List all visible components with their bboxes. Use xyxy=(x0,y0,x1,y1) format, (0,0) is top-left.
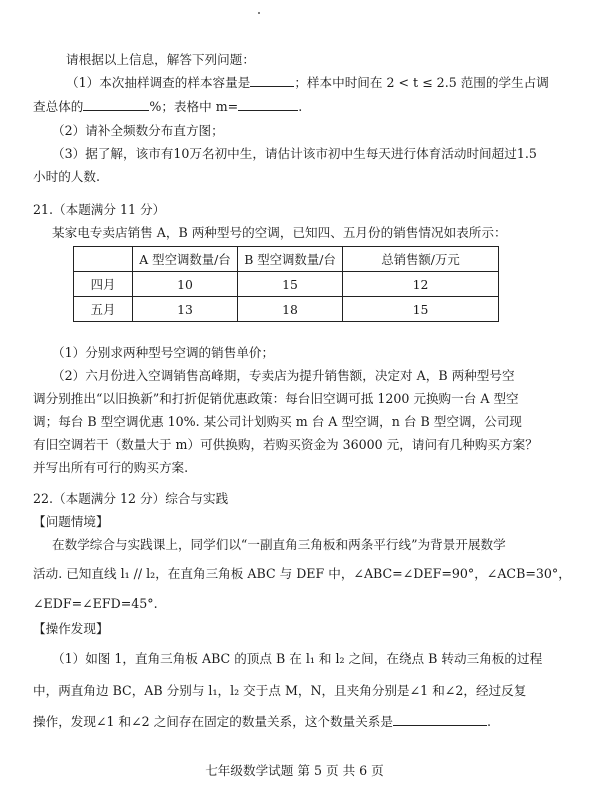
q22-op-line2: 中，两直角边 BC，AB 分别与 l₁，l₂ 交于点 M，N，且夹角分别是∠1 和∠2，经过反复 xyxy=(33,683,527,698)
q22-op-line1: （1）如图 1，直角三角板 ABC 的顶点 B 在 l₁ 和 l₂ 之间，在绕点 B 转动三角板的过程 xyxy=(52,651,543,666)
table-header-cell: 总销售额/万元 xyxy=(343,247,499,272)
table-cell: 五月 xyxy=(74,297,133,322)
q21-part2-line3: 调；每台 B 型空调优惠 10%. 某公司计划购买 m 台 A 型空调，n 台 B 型空调，公司现 xyxy=(33,414,522,429)
q22-context-line3: ∠EDF=∠EFD=45°. xyxy=(33,596,158,611)
section-operation-discovery: 【操作发现】 xyxy=(33,621,109,636)
q21-part1: （1）分别求两种型号空调的销售单价； xyxy=(52,345,275,360)
q22-context-line1: 在数学综合与实践课上，同学们以“一副直角三角板和两条平行线”为背景开展数学 xyxy=(52,537,506,552)
table-cell: 13 xyxy=(133,297,238,322)
table-cell: 12 xyxy=(343,272,499,297)
q1-part2: （2）请补全频数分布直方图； xyxy=(52,123,224,138)
section-problem-context: 【问题情境】 xyxy=(33,514,109,529)
q1-part1-line2: 查总体的 %；表格中 m= . xyxy=(33,99,303,114)
q22-context-line2: 活动. 已知直线 l₁ // l₂，在直角三角板 ABC 与 DEF 中，∠ABC=∠DEF=90°，∠ACB=30°， xyxy=(33,566,571,581)
q21-part2-line4: 有旧空调若干（数量大于 m）可供换购，若购买资金为 36000 元，请问有几种购买方案？ xyxy=(33,437,538,452)
table-header-cell xyxy=(74,247,133,272)
table-row xyxy=(74,272,499,297)
table-cell: 18 xyxy=(238,297,343,322)
table-cell: 四月 xyxy=(74,272,133,297)
instructions: 请根据以上信息，解答下列问题： xyxy=(66,52,255,67)
q21-heading: 21.（本题满分 11 分） xyxy=(33,202,166,217)
table-header-cell: A 型空调数量/台 xyxy=(133,247,238,272)
sales-table xyxy=(73,246,499,322)
page-footer: 七年级数学试题 第 5 页 共 6 页 xyxy=(205,763,384,778)
table-header-cell: B 型空调数量/台 xyxy=(238,247,343,272)
answer-blank-sample-size[interactable] xyxy=(250,75,294,87)
answer-blank-m[interactable] xyxy=(238,99,298,111)
table-cell: 10 xyxy=(133,272,238,297)
q1-part1-line1: （1）本次抽样调查的样本容量是 ；样本中时间在 2 < t ≤ 2.5 范围的学生占调 xyxy=(66,75,549,90)
q22-op-line3: 操作，发现∠1 和∠2 之间存在固定的数量关系，这个数量关系是 . xyxy=(33,714,491,729)
table-header-row xyxy=(74,247,499,272)
q21-part2-line1: （2）六月份进入空调销售高峰期，专卖店为提升销售额，决定对 A，B 两种型号空 xyxy=(52,368,515,383)
q21-part2-line5: 并写出所有可行的购买方案. xyxy=(33,460,189,475)
answer-blank-relation[interactable] xyxy=(393,714,487,726)
q21-part2-line2: 调分别推出“以旧换新”和打折促销优惠政策：每台旧空调可抵 1200 元换购一台 A 型空 xyxy=(33,391,519,406)
scan-speck xyxy=(258,12,260,14)
table-cell: 15 xyxy=(343,297,499,322)
table-cell: 15 xyxy=(238,272,343,297)
q22-heading: 22.（本题满分 12 分）综合与实践 xyxy=(33,491,229,506)
q21-intro: 某家电专卖店销售 A，B 两种型号的空调，已知四、五月份的销售情况如表所示： xyxy=(52,225,507,240)
table-row xyxy=(74,297,499,322)
q1-part3-line2: 小时的人数. xyxy=(33,169,100,184)
answer-blank-percent[interactable] xyxy=(83,99,149,111)
q1-part3-line1: （3）据了解，该市有10万名初中生，请估计该市初中生每天进行体育活动时间超过1.5 xyxy=(52,146,537,161)
